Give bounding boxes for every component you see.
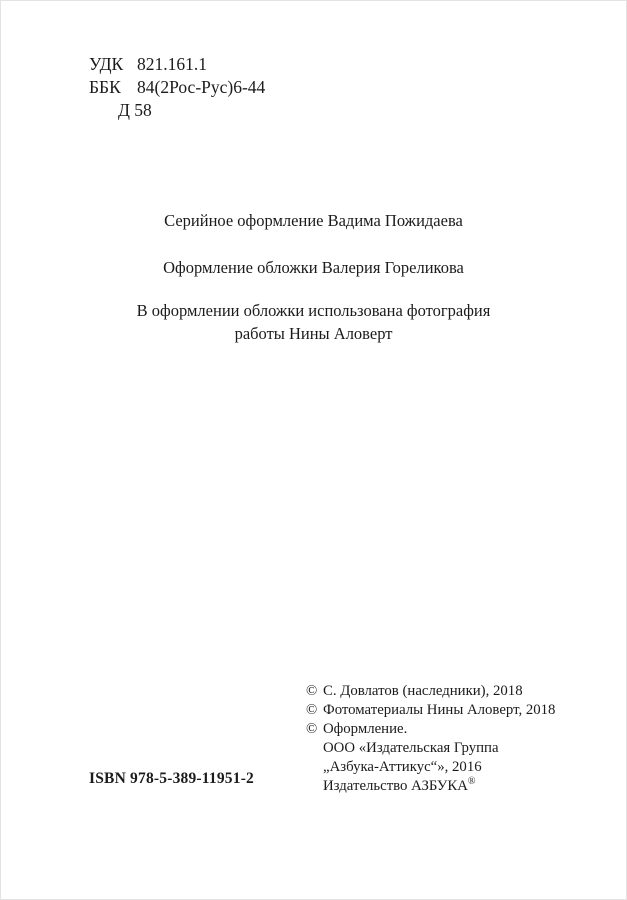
copyright-line [306, 739, 555, 758]
bbk-value: 84(2Рос-Рус)6-44 [137, 77, 266, 97]
copyright-symbol: © [306, 683, 318, 699]
registered-trademark-symbol: ® [467, 776, 476, 788]
publisher-marker [306, 777, 323, 796]
cover-design-credit: Оформление обложки Валерия Гореликова [163, 258, 464, 277]
copyright-line [306, 682, 555, 701]
copyright-line [306, 758, 555, 777]
copyright-symbol: © [306, 721, 318, 737]
classification-block [89, 53, 265, 122]
isbn: ISBN 978-5-389-11951-2 [89, 770, 255, 787]
copyright-line [306, 701, 555, 720]
udk-line [89, 53, 265, 76]
series-design-credit: Серийное оформление Вадима Пожидаева [164, 211, 463, 230]
publisher-text [323, 777, 476, 796]
copyright-text: Оформление. [323, 721, 408, 737]
copyright-symbol: © [306, 702, 318, 718]
udk-label: УДК [89, 54, 124, 74]
publisher-line [306, 777, 555, 796]
cover-photo-credit-line2: работы Нины Аловерт [234, 324, 393, 343]
cover-photo-credit [1, 299, 626, 345]
copyright-text: „Азбука-Аттикус“», 2016 [323, 759, 482, 775]
bbk-line [89, 76, 265, 99]
copyright-block [306, 682, 555, 796]
copyright-text: ООО «Издательская Группа [323, 740, 499, 756]
copyright-text: Фотоматериалы Нины Аловерт, 2018 [323, 702, 556, 718]
cover-photo-credit-line1: В оформлении обложки использована фотография [136, 301, 491, 320]
copyright-symbol [306, 758, 323, 777]
publisher-name: Издательство АЗБУКА [323, 778, 468, 794]
udk-value: 821.161.1 [137, 54, 207, 74]
bbk-label: ББК [89, 77, 121, 97]
copyright-line [306, 720, 555, 739]
copyright-text: С. Довлатов (наследники), 2018 [323, 683, 523, 699]
author-sign-line: Д 58 [118, 100, 152, 120]
copyright-symbol [306, 739, 323, 758]
